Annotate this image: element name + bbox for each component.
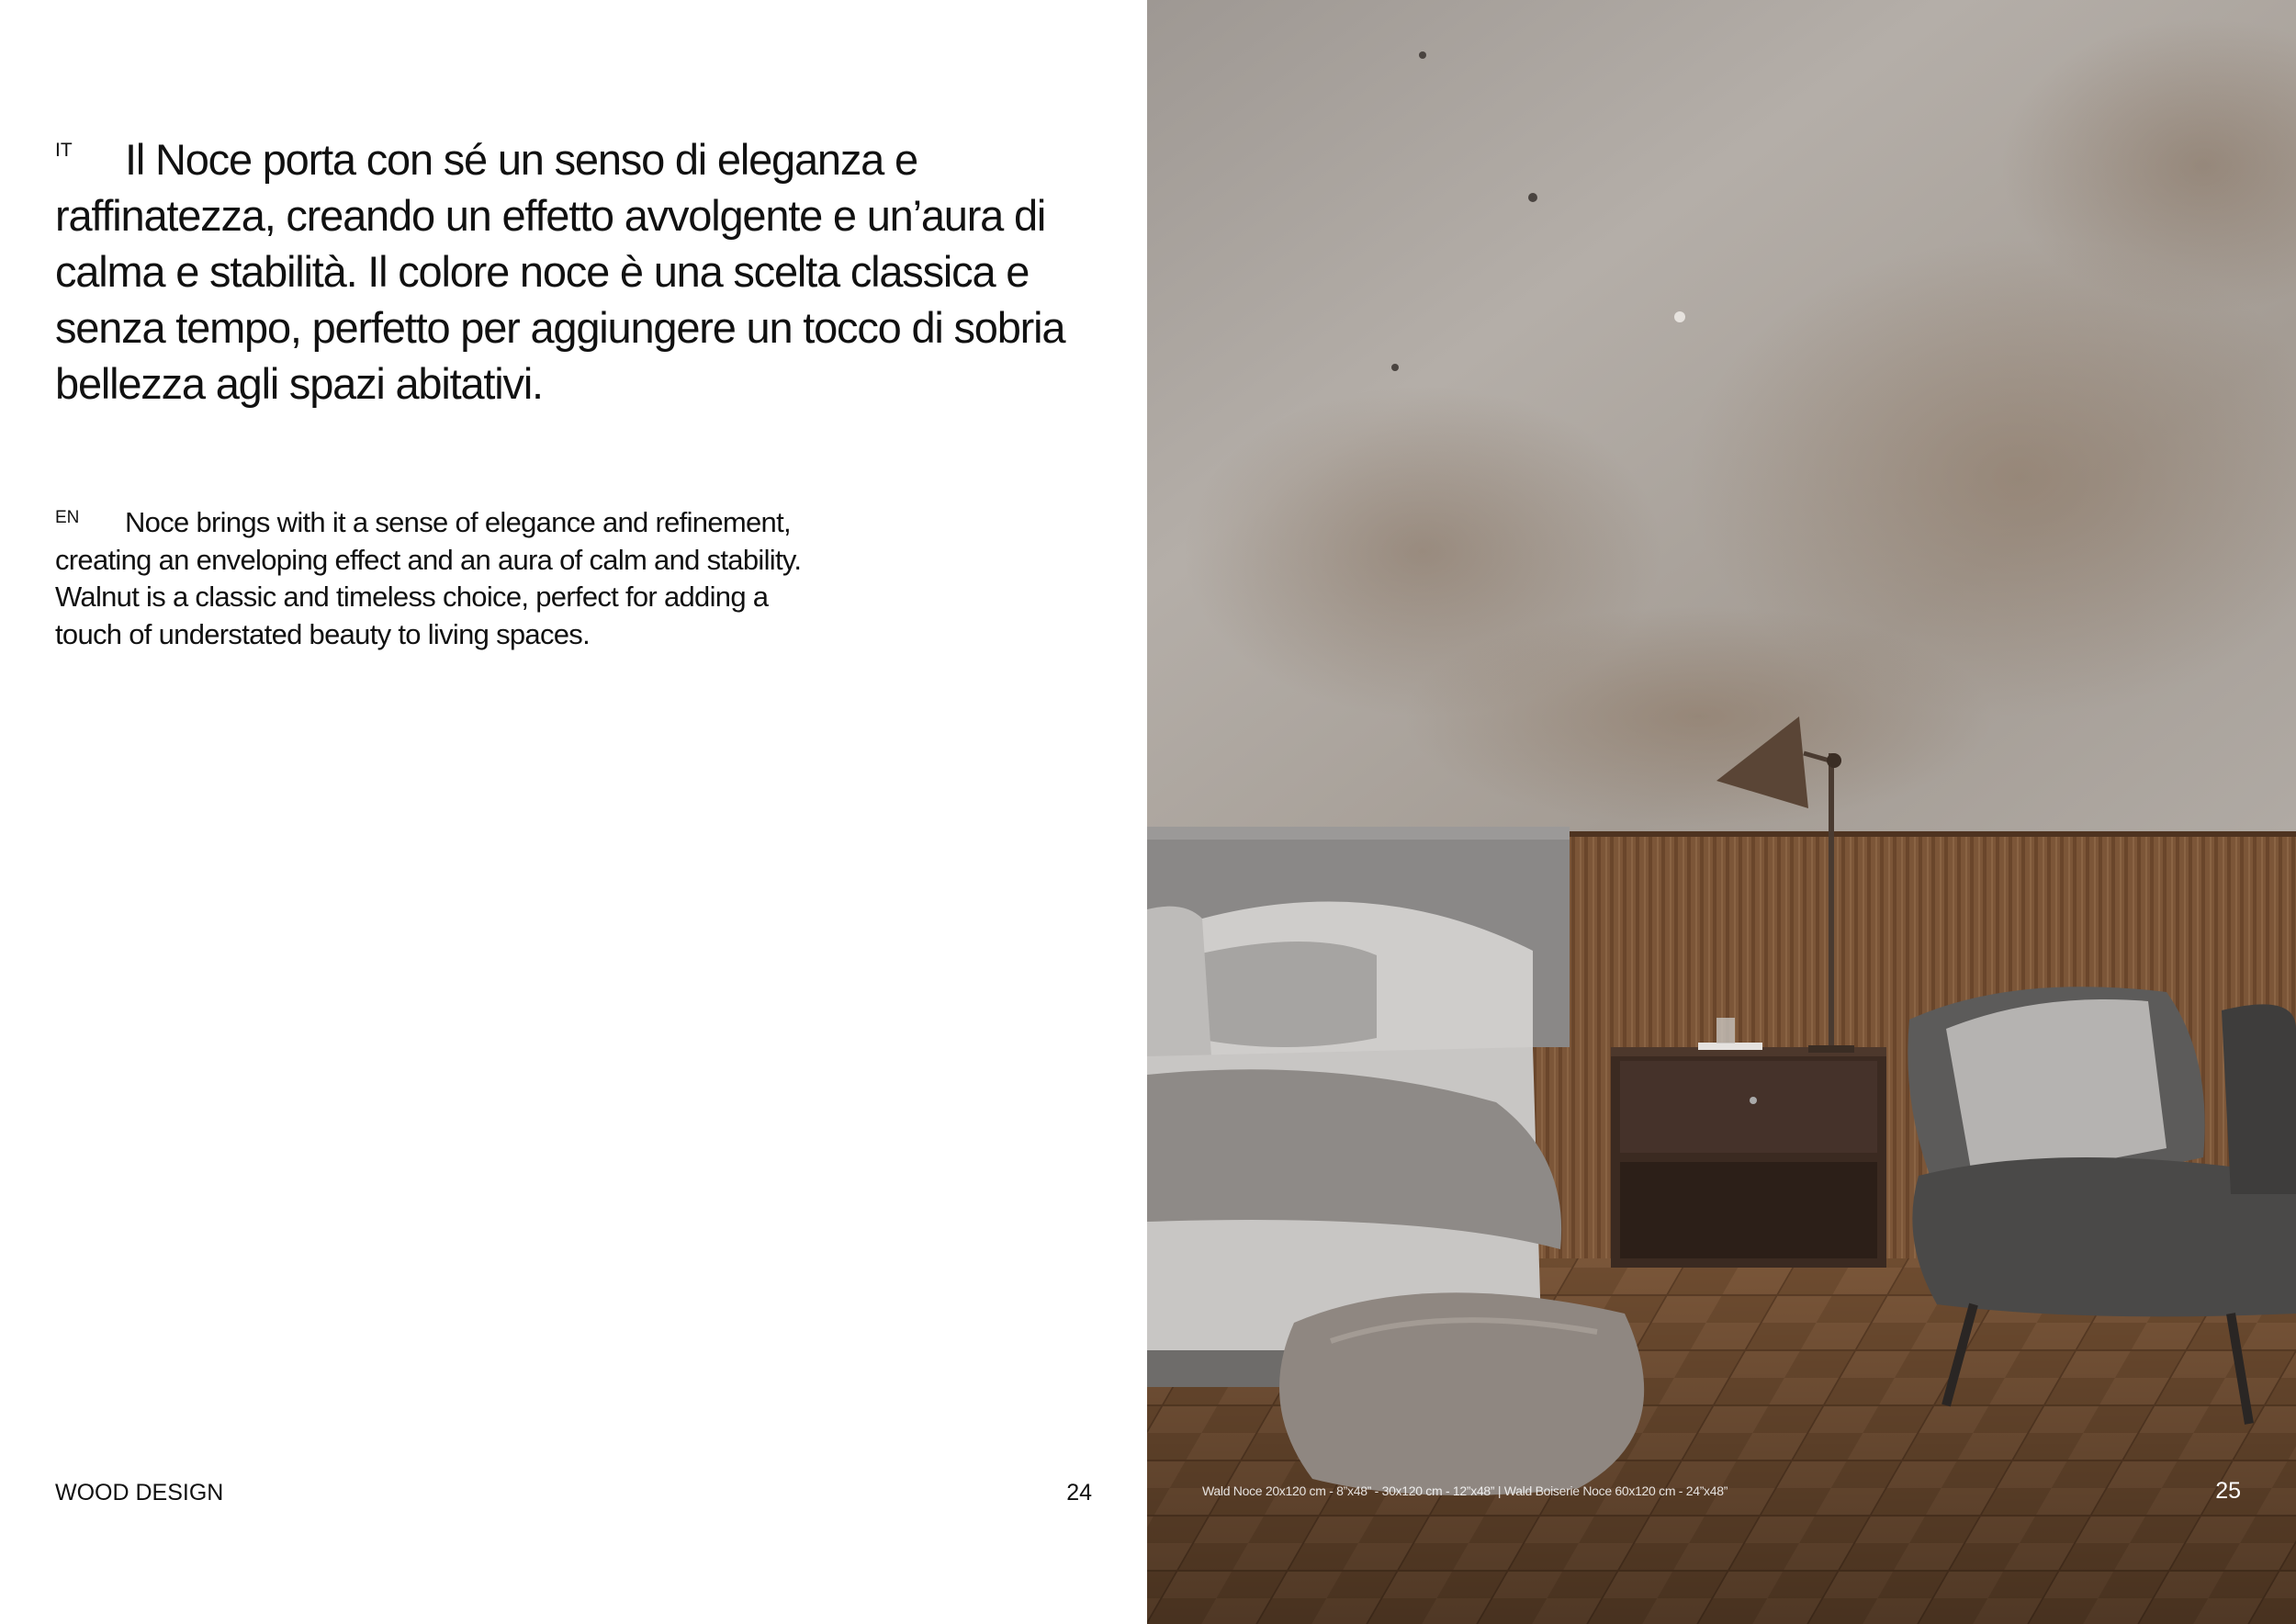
right-page: [1147, 0, 2296, 1624]
english-paragraph: [55, 504, 808, 653]
italian-text: Il Noce porta con sé un senso di eleganza e raffinatezza, creando un effetto avvolgente e un’aura di calma e stabilità. Il colore noce è una scelta classica e senza tempo, perfetto per aggiungere un tocco di sobria bellezza agli spazi abitativi.: [55, 135, 1065, 408]
language-tag-it: IT: [55, 140, 73, 161]
english-text: Noce brings with it a sense of elegance and refinement, creating an enveloping effect and an aura of calm and stability. Walnut is a classic and timeless choice, perfect for adding a touch of understated beauty to living spaces.: [55, 506, 802, 650]
left-page: [0, 0, 1147, 1624]
footer-collection-title: WOOD DESIGN: [55, 1480, 224, 1506]
page-number-left: 24: [1066, 1480, 1092, 1506]
page-number-right: 25: [2215, 1478, 2241, 1504]
italian-paragraph: [55, 131, 1084, 412]
bedroom-photo: [1147, 0, 2296, 1624]
language-tag-en: EN: [55, 508, 80, 527]
product-caption: Wald Noce 20x120 cm - 8”x48” - 30x120 cm - 12”x48” | Wald Boiserie Noce 60x120 cm - 24”x48”: [1202, 1483, 1728, 1498]
